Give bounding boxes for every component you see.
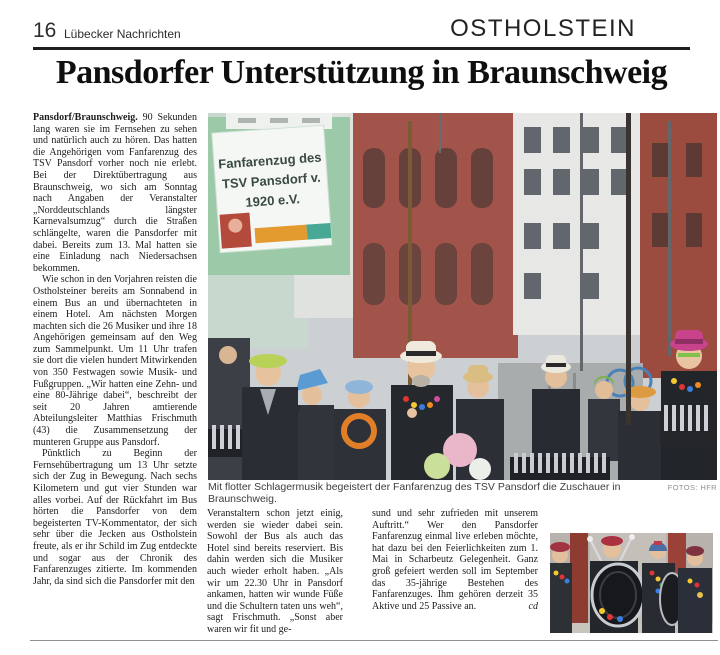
dateline: Pansdorf/Braunschweig. — [33, 112, 138, 123]
secondary-photo — [550, 533, 713, 633]
bottom-divider — [30, 640, 718, 641]
newspaper-name: Lübecker Nachrichten — [64, 27, 181, 41]
drummers-photo-illustration — [550, 533, 713, 633]
parade-photo-illustration — [208, 113, 717, 480]
drink-cup — [697, 592, 703, 598]
article-column-right — [372, 508, 538, 642]
glockenspiel — [510, 453, 610, 480]
main-photo — [208, 113, 717, 480]
dark-pole — [626, 113, 631, 425]
sign-text-line1: Fanfarenzug des — [217, 149, 322, 172]
paragraph-text: 90 Sekunden lang waren sie im Fernsehen zu sehen und natürlich auch zu hören. Das hatten die Angehörigen vom Fanfarenzug des TSV Pansdorf vorher noch nie erlebt. Bei der Direktübertragung aus Braunschweig, wo sich am Sonntag nach Angaben der Veranstalter „Norddeutschlands längster Karnevalsumzug“ durch die Straßen schlängelte, waren die Pansdorfer mit dabei. Bereits zum 13. Mal hatten sie eine Einladung nach Niedersachsen bekommen. — [33, 112, 197, 274]
mallet-tip — [587, 536, 593, 542]
article-paragraph — [33, 112, 197, 274]
sign-text-line2: TSV Pansdorf v. — [221, 169, 322, 192]
article-paragraph: Wie schon in den Vorjahren reisten die Ostholsteiner bereits am Sonnabend in einem Bus an und übernachteten in einem Hotel. Am nächsten Morgen machten sich die 26 Musiker und ihre 18 Angehörigen gemeinsam auf den Weg zum Sammelpunkt. Um 11 Uhr trafen sie dort die vielen hundert Mitwirkenden von 350 Festwagen sowie Musik- und Fußgruppen. „Wir hatten eine Zehn- und eine 80-Jährige dabei“, beschreibt der seit 20 Jahren amtierende Abteilungsleiter Matthias Frischmuth (43) die Zusammensetzung der munteren Gruppe aus Pansdorf. — [33, 274, 197, 448]
header-rule — [33, 47, 690, 50]
page-number: 16 — [33, 19, 57, 42]
article-paragraph — [372, 508, 538, 612]
author-initials: cd — [528, 600, 538, 612]
red-door — [570, 533, 588, 633]
article-column-left — [33, 112, 197, 633]
glockenspiel — [660, 405, 717, 445]
mallet-tip — [629, 534, 635, 540]
photo-caption-row — [208, 481, 717, 505]
article-headline: Pansdorfer Unterstützung in Braunschweig — [55, 54, 668, 91]
article-paragraph: Pünktlich zu Beginn der Fernsehübertragung um 13 Uhr setzte sich der Zug in Bewegung. Nach sechs Kilometern und gut vier Stunden war alles vorbei. Auf der Rückfahrt im Bus hörten die Pansdorfer von dem begeisterten TV-Kommentator, der sich sehr über die Jecken aus Ostholstein freute, als er ihr Schild im Zug entdeckte und sogar aus der Chronik des Fanfarenzuges zitierte. Im kommenden Jahr, da sind sich die Pansdorfer mit den — [33, 448, 197, 587]
section-title: OSTHOLSTEIN — [450, 15, 636, 42]
photo-caption: Mit flotter Schlagermusik begeistert der Fanfarenzug des TSV Pansdorf die Zuschauer in Braunschweig. — [208, 481, 621, 505]
paragraph-text: sund und sehr zufrieden mit unserem Auftritt.“ Wer den Pansdorfer Fanfarenzug einmal live erleben möchte, hat dazu bei den Feierlichkeiten zum 1. Mai in Scharbeutz Gelegenheit. Ganz groß gefeiert werden soll im September das 35-jährige Bestehen des Fanfarenzuges. Ihm gehören derzeit 35 Aktive und 25 Passive an. — [372, 508, 538, 612]
sign-text-line3: 1920 e.V. — [244, 191, 301, 210]
article-column-middle — [207, 508, 343, 642]
parade-sign — [208, 113, 350, 275]
photo-credit: FOTOS: HFR — [667, 483, 717, 492]
article-paragraph: Veranstaltern schon jetzt einig, werden sie wieder dabei sein. Sowohl der Bus als auch das Hotel sind bereits reserviert. Bis dahin werden sich die Musiker auch wieder erholt haben. „Als wir um 22.30 Uhr in Pansdorf ankamen, hatten wir wunde Füße und die Schultern taten uns weh“, sagt Frischmuth. „Sonst aber waren wir fit und ge- — [207, 508, 343, 635]
